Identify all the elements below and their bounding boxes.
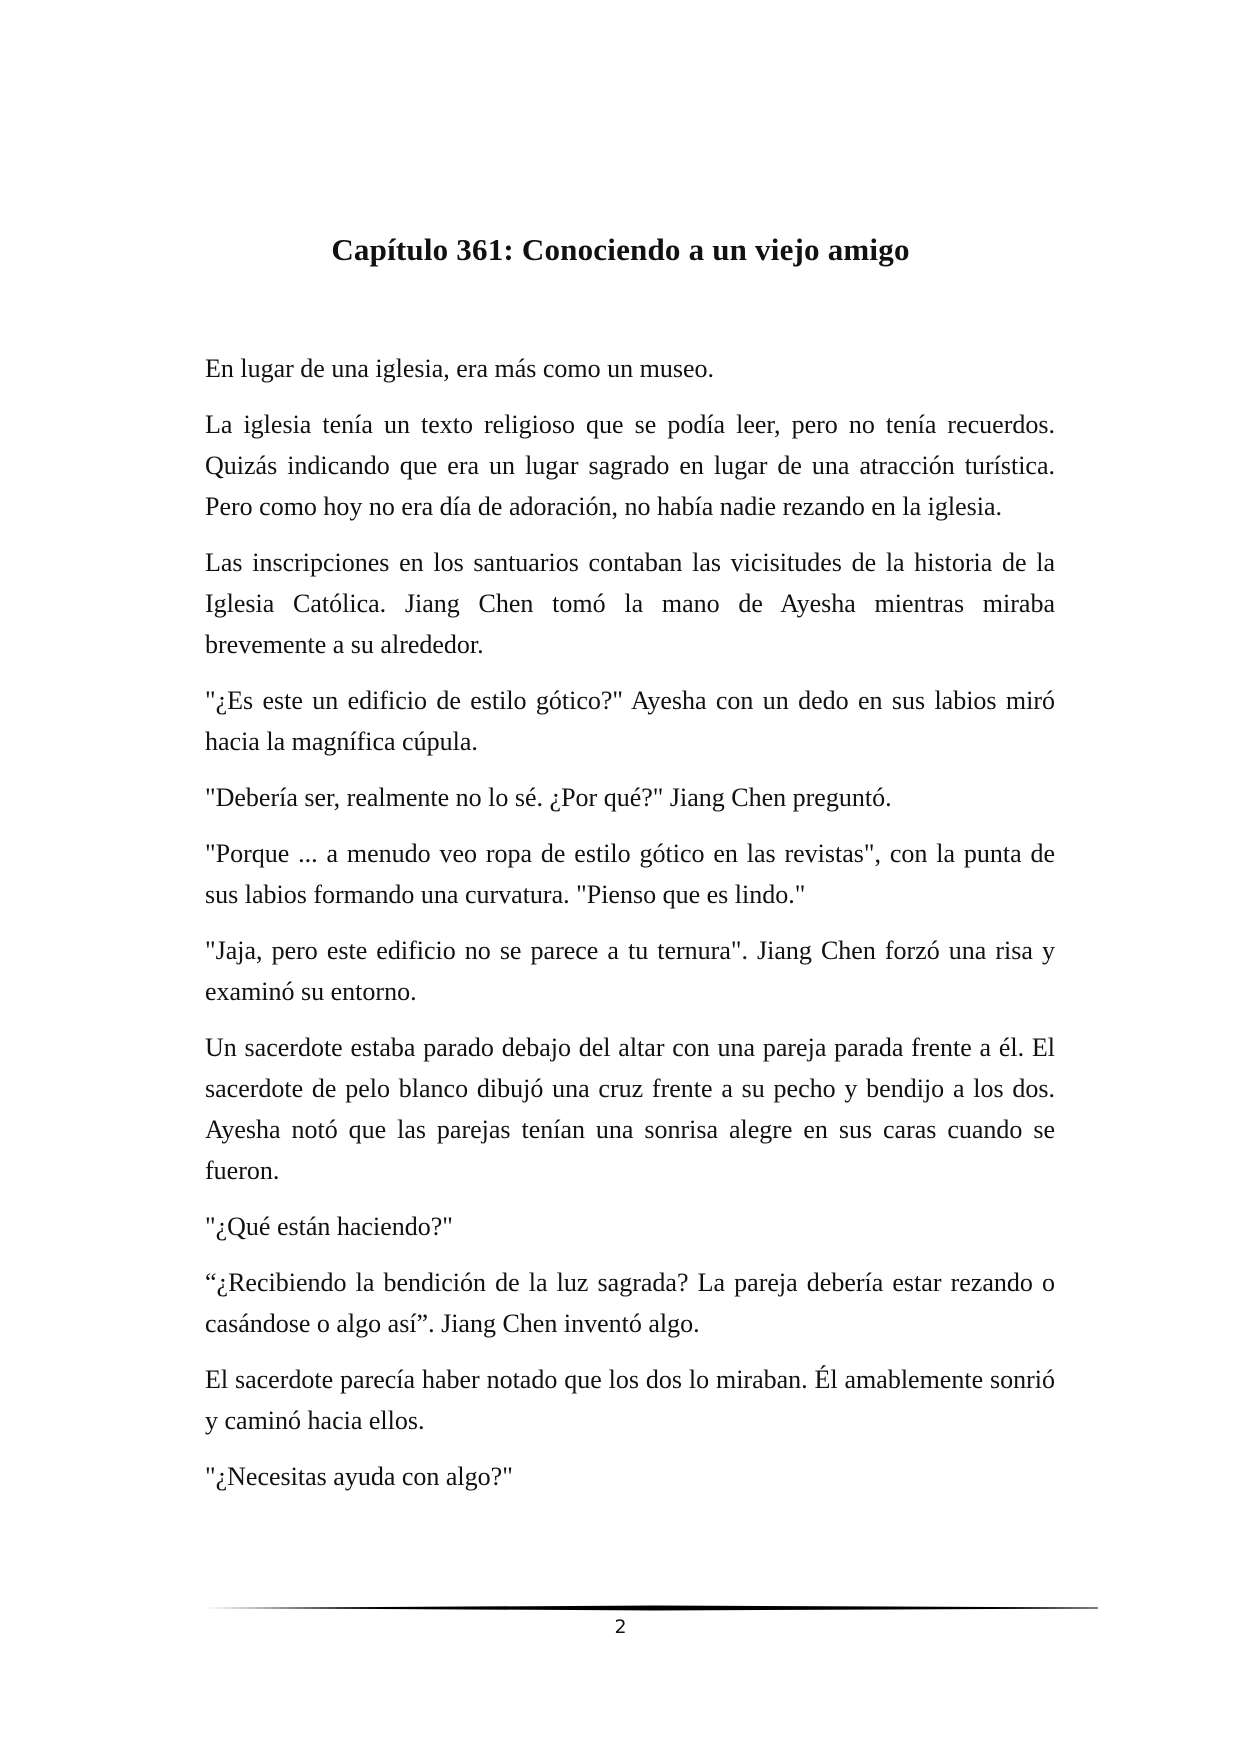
paragraph: Un sacerdote estaba parado debajo del altar con una pareja parada frente a él. El sacerdote de pelo blanco dibujó una cruz frente a su pecho y bendijo a los dos. Ayesha notó que las parejas tenían una sonrisa alegre en sus caras cuando se fueron.: [205, 1033, 1055, 1185]
paragraph: "¿Qué están haciendo?": [205, 1212, 453, 1241]
paragraph: "Jaja, pero este edificio no se parece a tu ternura". Jiang Chen forzó una risa y examinó su entorno.: [205, 936, 1055, 1006]
paragraph: Las inscripciones en los santuarios contaban las vicisitudes de la historia de la Iglesia Católica. Jiang Chen tomó la mano de Ayesha mientras miraba brevemente a su alrededor.: [205, 548, 1055, 659]
paragraph: "Porque ... a menudo veo ropa de estilo gótico en las revistas", con la punta de sus labios formando una curvatura. "Pienso que es lindo.": [205, 839, 1055, 909]
chapter-body: [205, 348, 1055, 1512]
page-number: 2: [614, 1616, 627, 1638]
paragraph: En lugar de una iglesia, era más como un museo.: [205, 354, 715, 383]
footer-rule: [205, 1603, 1098, 1613]
paragraph: "¿Necesitas ayuda con algo?": [205, 1462, 513, 1491]
paragraph: “¿Recibiendo la bendición de la luz sagrada? La pareja debería estar rezando o casándose o algo así”. Jiang Chen inventó algo.: [205, 1268, 1055, 1338]
chapter-title: Capítulo 361: Conociendo a un viejo amigo: [331, 232, 910, 267]
paragraph: El sacerdote parecía haber notado que los dos lo miraban. Él amablemente sonrió y caminó hacia ellos.: [205, 1365, 1055, 1435]
paragraph: "¿Es este un edificio de estilo gótico?" Ayesha con un dedo en sus labios miró hacia la magnífica cúpula.: [205, 686, 1055, 756]
paragraph: "Debería ser, realmente no lo sé. ¿Por qué?" Jiang Chen preguntó.: [205, 783, 892, 812]
paragraph: La iglesia tenía un texto religioso que se podía leer, pero no tenía recuerdos. Quizás indicando que era un lugar sagrado en lugar de una atracción turística. Pero como hoy no era día de adoración, no había nadie rezando en la iglesia.: [205, 410, 1055, 521]
